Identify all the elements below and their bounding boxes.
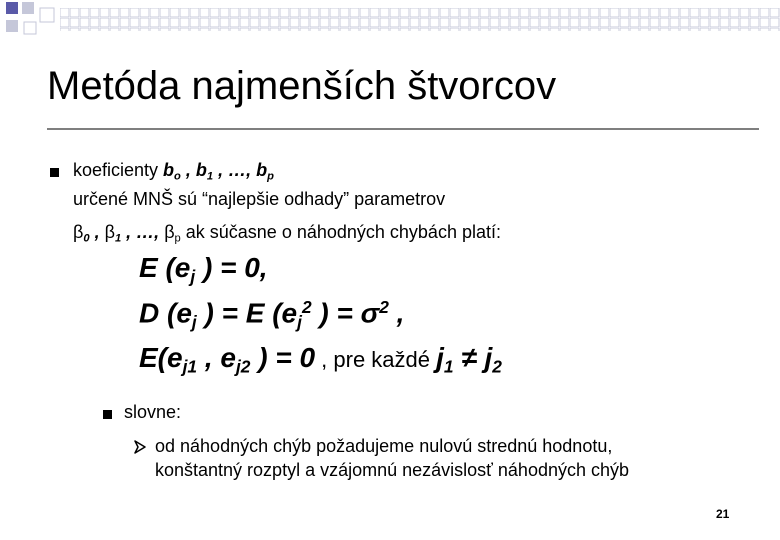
equation-expected-value: E ($e_j$ ) = 0, [139, 252, 268, 287]
equation-variance: D ($e_j$ ) = E ($e_j^2$ ) = $\sigma^2$ , [139, 297, 405, 333]
equation-covariance: $E(e_{j1}$ , $e_{j2}$ ) = 0 , pre každé $j_1 \ne j_2$ [139, 342, 502, 377]
decorative-band [60, 8, 780, 31]
bullet2-sub-line2: konštantný rozptyl a vzájomnú nezávislosť náhodných chýb [155, 460, 630, 480]
bullet2-label: slovne: [124, 402, 182, 422]
page-number: 21 [716, 507, 730, 521]
slide-title: Metóda najmenších štvorcov [47, 64, 557, 108]
bullet1-line1: koeficienty $b_o$ , $b_1$ , …, $b_p$ [73, 160, 274, 183]
square-bullet-icon [50, 168, 59, 177]
bullet1-line3: $\beta_0$ , $\beta_1$ , …, $\beta_p$ ak súčasne o náhodných chybách platí: [73, 222, 501, 245]
bullet1-line2: určené MNŠ sú “najlepšie odhady” parametrov [73, 189, 446, 209]
arrow-bullet-icon [134, 440, 146, 454]
bullet2-sub-line1: od náhodných chýb požadujeme nulovú strednú hodnotu, [155, 436, 613, 456]
title-rule [47, 128, 759, 130]
decorative-squares [0, 0, 60, 40]
square-bullet-icon [103, 410, 112, 419]
